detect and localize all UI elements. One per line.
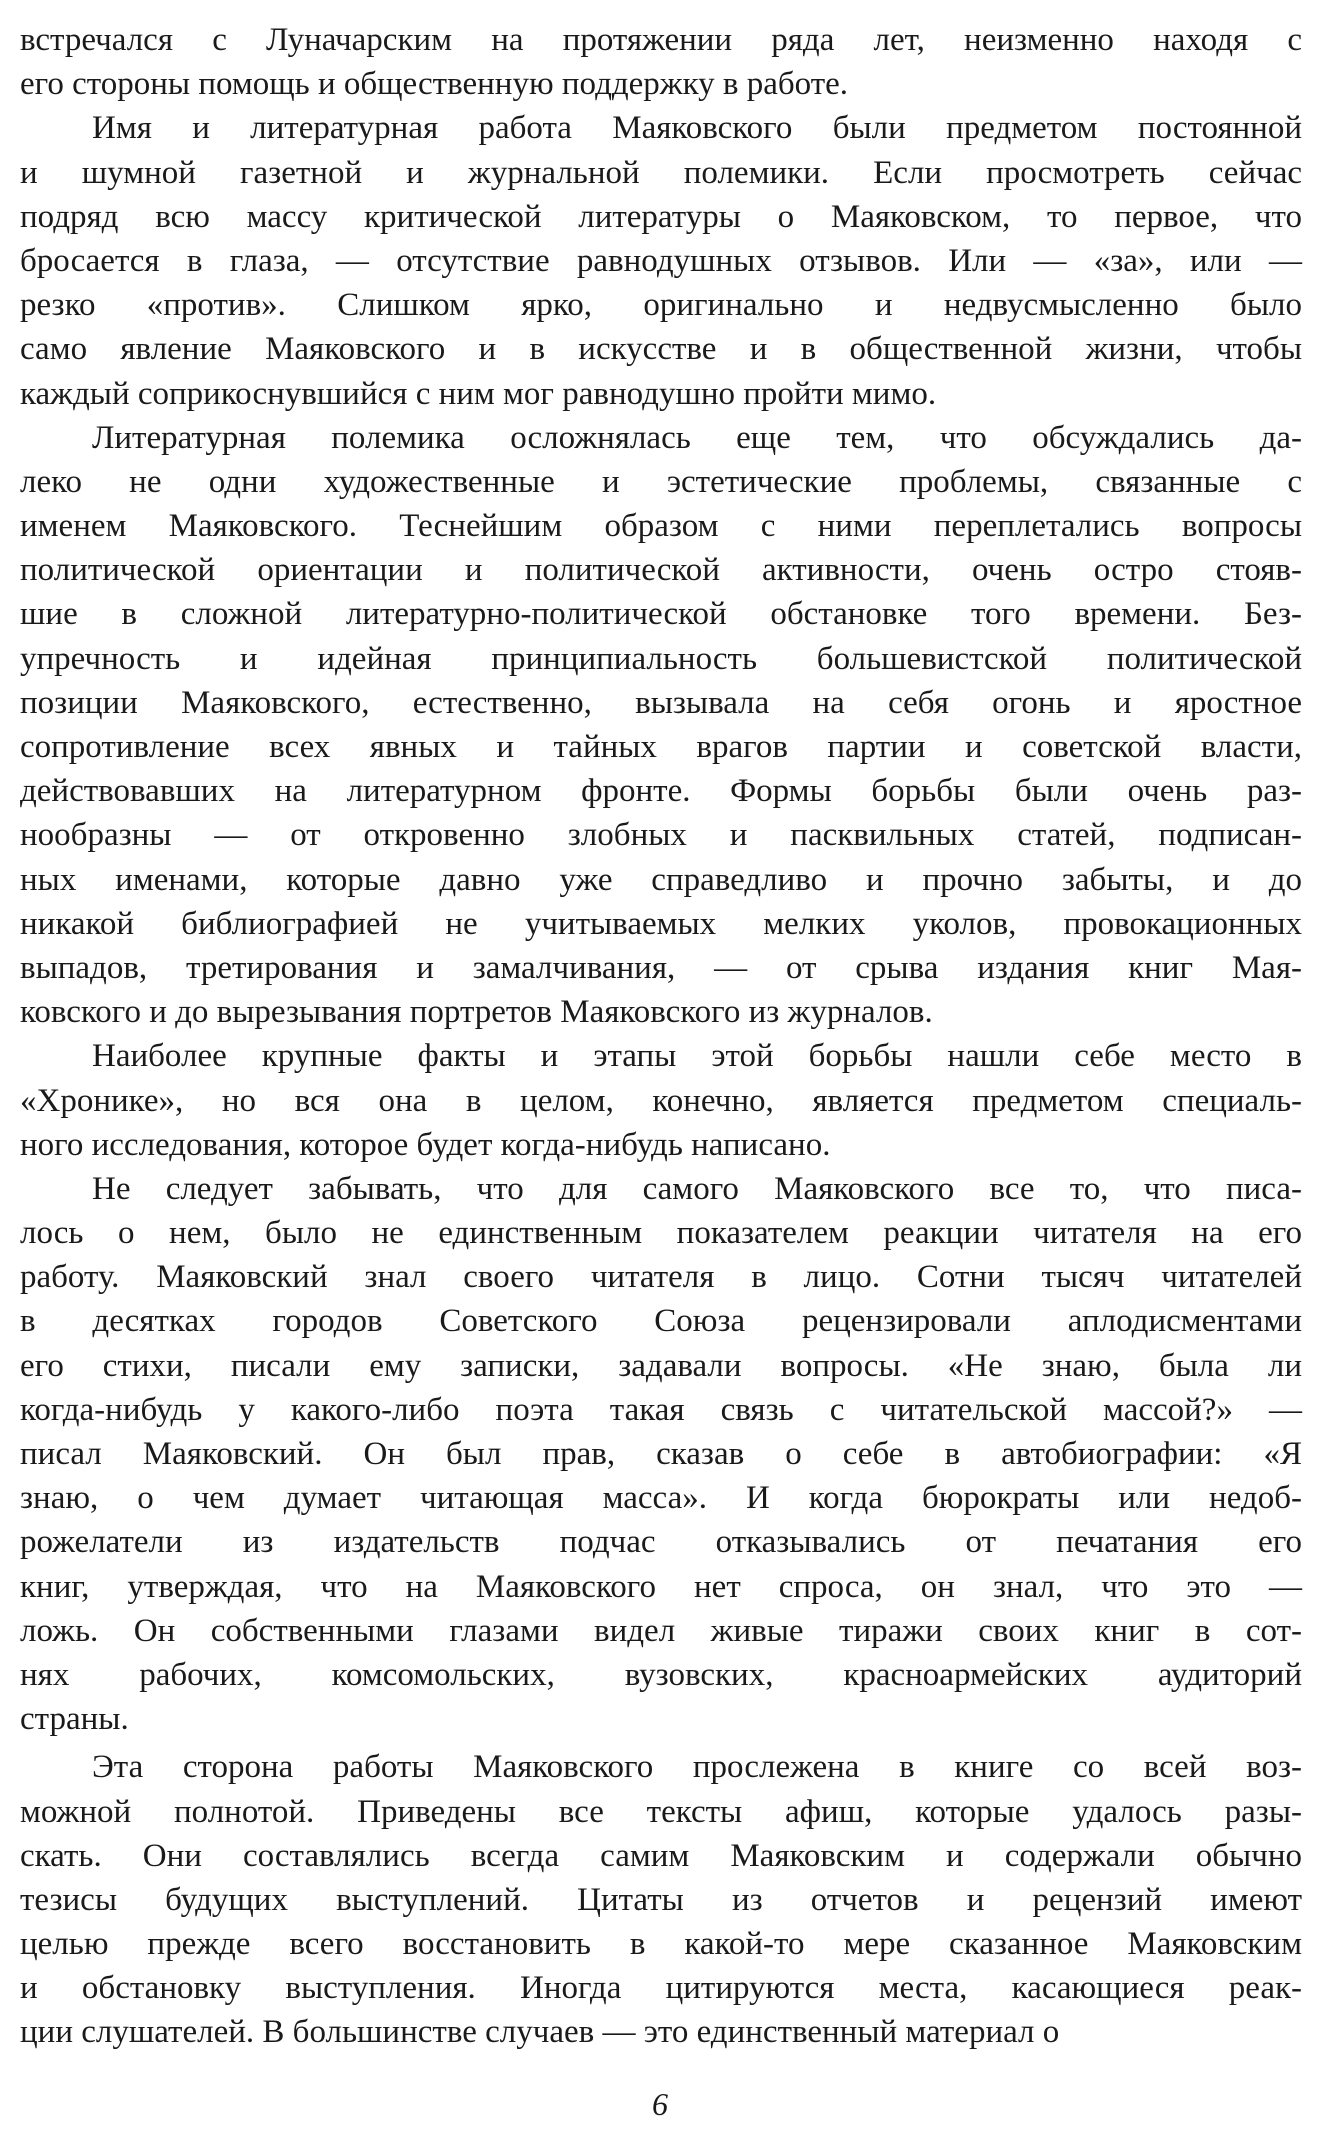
page-number: 6 xyxy=(652,2086,668,2122)
text-line: Имя и литературная работа Маяковского были предметом постоянной xyxy=(92,110,1302,147)
text-line: страны. xyxy=(20,1701,129,1738)
text-line: леко не одни художественные и эстетические проблемы, связанные с xyxy=(20,463,1302,500)
text-line: позиции Маяковского, естественно, вызывала на себя огонь и яростное xyxy=(20,684,1302,721)
text-line: подряд всю массу критической литературы о Маяковском, то первое, что xyxy=(20,198,1302,235)
text-line: именем Маяковского. Теснейшим образом с ними переплетались вопросы xyxy=(20,508,1302,545)
text-line: его стороны помощь и общественную поддержку в работе. xyxy=(20,66,849,103)
text-line: Литературная полемика осложнялась еще тем, что обсуждались да- xyxy=(92,419,1302,456)
paragraph xyxy=(20,1034,1302,1167)
text-line: в десятках городов Советского Союза рецензировали аплодисментами xyxy=(20,1303,1302,1340)
text-line: бросается в глаза, — отсутствие равнодушных отзывов. Или — «за», или — xyxy=(20,242,1302,279)
text-line: скать. Они составлялись всегда самим Маяковским и содержали обычно xyxy=(20,1837,1302,1874)
text-line: «Хронике», но вся она в целом, конечно, является предметом специаль- xyxy=(20,1082,1302,1119)
paragraph xyxy=(20,1167,1302,1741)
text-line: Эта сторона работы Маяковского прослежена в книге со всей воз- xyxy=(92,1749,1302,1786)
text-line: целью прежде всего восстановить в какой-то мере сказанное Маяковским xyxy=(20,1926,1302,1963)
text-line: работу. Маяковский знал своего читателя в лицо. Сотни тысяч читателей xyxy=(20,1259,1302,1296)
text-line: каждый соприкоснувшийся с ним мог равнодушно пройти мимо. xyxy=(20,375,937,412)
text-line: встречался с Луначарским на протяжении ряда лет, неизменно находя с xyxy=(20,22,1302,58)
paragraph xyxy=(20,106,1302,415)
text-line: Не следует забывать, что для самого Маяковского все то, что писа- xyxy=(92,1170,1302,1207)
text-line: никакой библиографией не учитываемых мелких уколов, провокационных xyxy=(20,905,1302,942)
text-line: политической ориентации и политической активности, очень остро стояв- xyxy=(20,552,1302,589)
text-line: ных именами, которые давно уже справедливо и прочно забыты, и до xyxy=(20,861,1302,898)
paragraph xyxy=(20,1745,1302,2054)
text-line: само явление Маяковского и в искусстве и в общественной жизни, чтобы xyxy=(20,331,1302,368)
text-line: и шумной газетной и журнальной полемики. Если просмотреть сейчас xyxy=(20,154,1302,191)
text-line: шие в сложной литературно-политической обстановке того времени. Без- xyxy=(20,596,1302,633)
text-line: тезисы будущих выступлений. Цитаты из отчетов и рецензий имеют xyxy=(20,1881,1302,1918)
text-line: действовавших на литературном фронте. Формы борьбы были очень раз- xyxy=(20,773,1302,810)
text-line: сопротивление всех явных и тайных врагов партии и советской власти, xyxy=(20,729,1302,765)
text-line: ковского и до вырезывания портретов Маяковского из журналов. xyxy=(20,994,933,1031)
text-line: писал Маяковский. Он был прав, сказав о себе в автобиографии: «Я xyxy=(20,1436,1302,1472)
text-line: выпадов, третирования и замалчивания, — от срыва издания книг Мая- xyxy=(20,949,1302,986)
text-line: когда-нибудь у какого-либо поэта такая связь с читательской массой?» — xyxy=(20,1391,1302,1428)
text-line: ложь. Он собственными глазами видел живые тиражи своих книг в сот- xyxy=(20,1612,1302,1649)
paragraph xyxy=(20,18,1302,106)
text-line: знаю, о чем думает читающая масса». И когда бюрократы или недоб- xyxy=(20,1480,1302,1517)
paragraph xyxy=(20,416,1302,1035)
text-line: рожелатели из издательств подчас отказывались от печатания его xyxy=(20,1524,1302,1561)
text-line: нях рабочих, комсомольских, вузовских, красноармейских аудиторий xyxy=(20,1656,1302,1693)
text-line: нообразны — от откровенно злобных и пасквильных статей, подписан- xyxy=(20,817,1302,854)
text-line: книг, утверждая, что на Маяковского нет спроса, он знал, что это — xyxy=(20,1568,1302,1605)
text-line: упречность и идейная принципиальность большевистской политической xyxy=(20,640,1302,677)
text-line: Наиболее крупные факты и этапы этой борьбы нашли себе место в xyxy=(92,1038,1302,1075)
text-line: лось о нем, было не единственным показателем реакции читателя на его xyxy=(20,1215,1302,1252)
text-line: и обстановку выступления. Иногда цитируются места, касающиеся реак- xyxy=(20,1970,1302,2007)
body-text xyxy=(20,18,1302,2055)
text-line: можной полнотой. Приведены все тексты афиш, которые удалось разы- xyxy=(20,1793,1302,1830)
text-line: его стихи, писали ему записки, задавали вопросы. «Не знаю, была ли xyxy=(20,1347,1302,1384)
text-line: резко «против». Слишком ярко, оригинально и недвусмысленно было xyxy=(20,287,1302,324)
text-line: ного исследования, которое будет когда-нибудь написано. xyxy=(20,1126,831,1163)
text-line: ции слушателей. В большинстве случаев — это единственный материал о xyxy=(20,2014,1060,2051)
